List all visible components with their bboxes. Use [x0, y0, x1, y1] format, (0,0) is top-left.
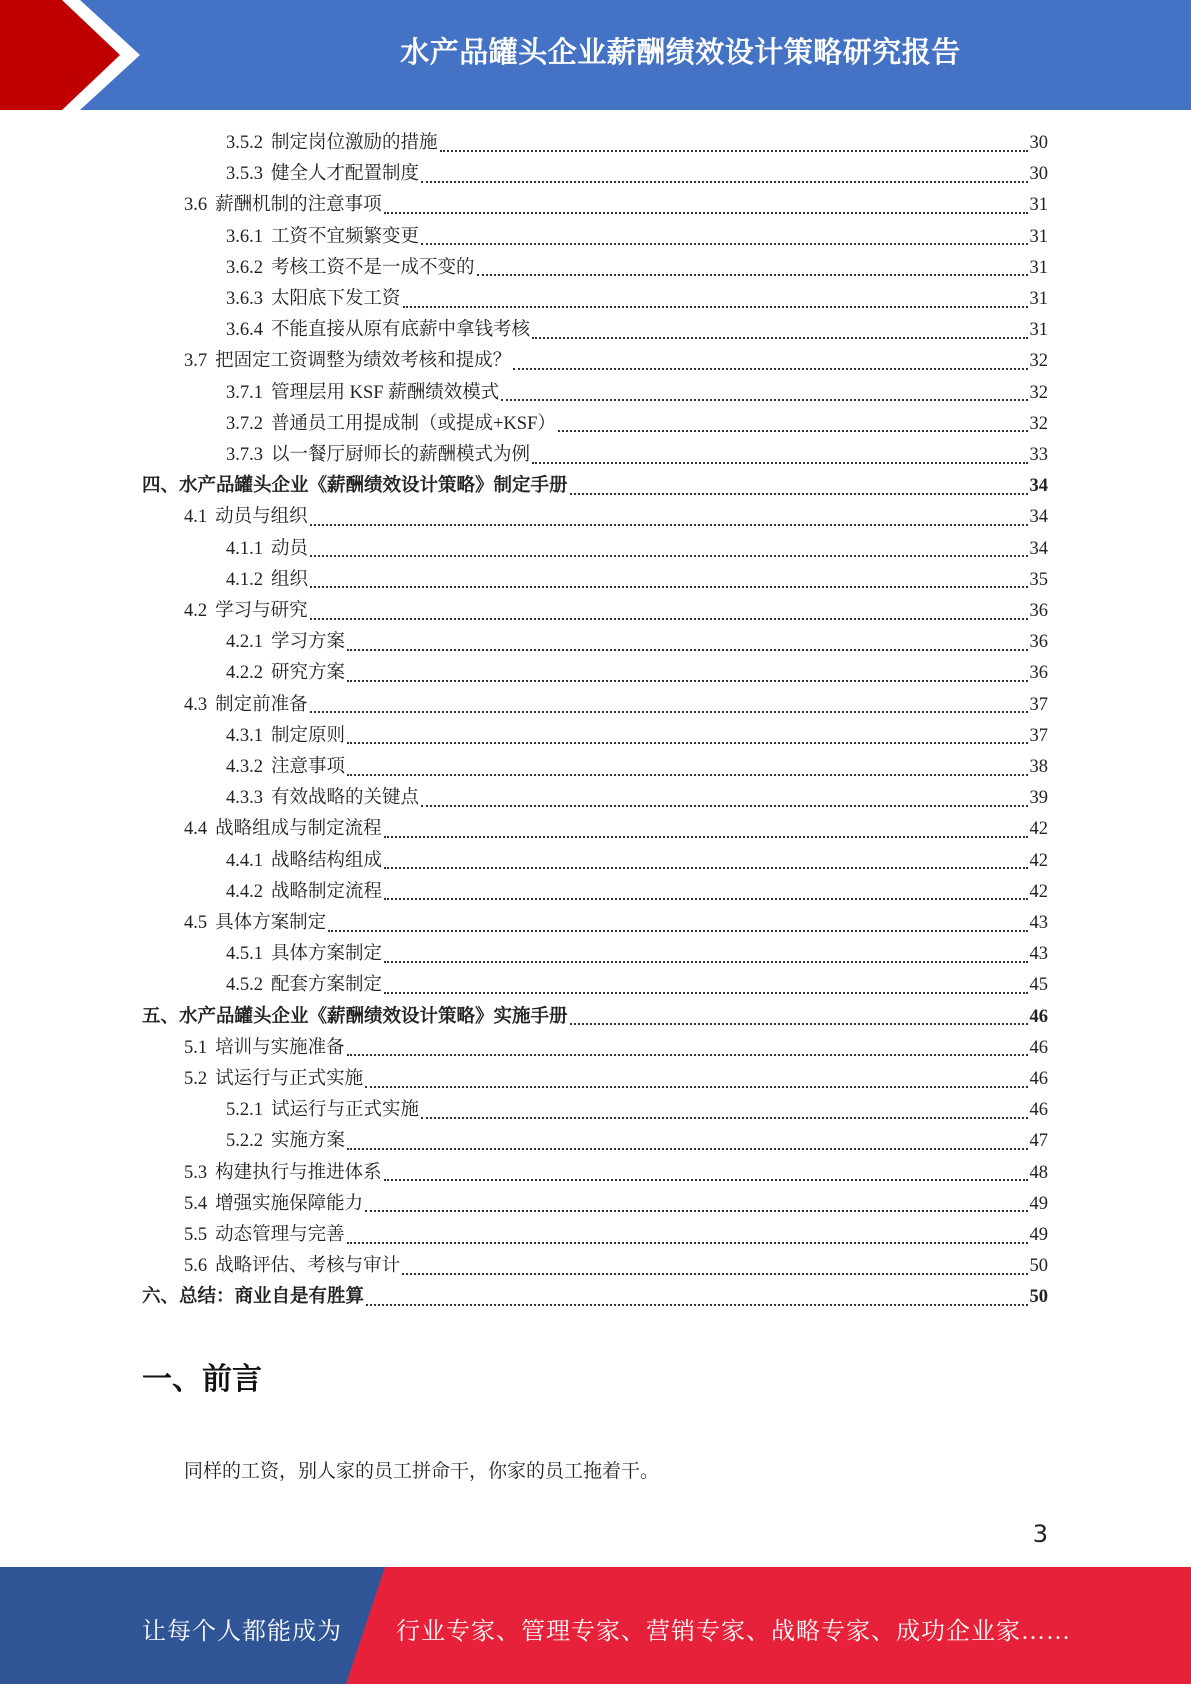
toc-entry-number: 3.5.2	[226, 133, 263, 153]
toc-entry-number: 3.6.3	[226, 289, 263, 309]
toc-entry[interactable]	[226, 440, 1048, 471]
toc-dot-leader	[570, 1023, 1028, 1025]
toc-dot-leader	[440, 150, 1028, 152]
toc-entry-number: 4.2	[184, 601, 208, 621]
toc-entry-title: 薪酬机制的注意事项	[215, 195, 382, 216]
toc-entry-number: 5.2.2	[226, 1131, 263, 1152]
toc-entry-title: 注意事项	[271, 757, 346, 777]
toc-entry[interactable]	[142, 471, 1048, 502]
toc-entry-title: 管理层用 KSF 薪酬绩效模式	[271, 382, 500, 403]
toc-entry-title: 学习与研究	[215, 601, 308, 621]
toc-entry-title: 考核工资不是一成不变的	[271, 257, 475, 278]
toc-entry-page: 49	[1029, 1225, 1048, 1245]
toc-entry-number: 4.5.1	[226, 944, 263, 965]
toc-entry-title: 制定前准备	[215, 694, 308, 715]
toc-dot-leader	[347, 1148, 1027, 1150]
toc-entry-number: 3.7	[184, 351, 208, 372]
toc-entry[interactable]	[226, 721, 1048, 752]
toc-dot-leader	[328, 930, 1027, 932]
toc-dot-leader	[365, 1210, 1027, 1212]
toc-entry-page: 31	[1029, 320, 1048, 341]
toc-entry-page: 49	[1029, 1193, 1048, 1214]
footer-slogan-left: 让每个人都能成为	[142, 1619, 342, 1645]
toc-entry-title: 战略组成与制定流程	[215, 819, 382, 840]
toc-entry-page: 32	[1029, 413, 1048, 434]
toc-entry-page: 36	[1029, 601, 1048, 621]
toc-dot-leader	[365, 1086, 1027, 1088]
toc-entry[interactable]	[184, 1158, 1048, 1189]
toc-dot-leader	[384, 867, 1027, 869]
page-footer	[0, 1567, 1191, 1684]
toc-entry-title: 动员	[271, 538, 309, 559]
toc-entry-number: 四、	[142, 476, 180, 497]
toc-dot-leader	[384, 1179, 1028, 1181]
toc-entry-page: 48	[1029, 1162, 1048, 1183]
toc-entry-page: 46	[1029, 1037, 1048, 1058]
toc-entry-number: 4.3	[184, 694, 208, 715]
toc-entry[interactable]	[226, 939, 1048, 970]
toc-entry-number: 4.3.1	[226, 725, 263, 746]
toc-dot-leader	[310, 618, 1028, 620]
toc-entry-page: 32	[1029, 382, 1048, 403]
toc-dot-leader	[421, 805, 1027, 807]
toc-entry[interactable]	[142, 1282, 1048, 1313]
toc-entry-number: 六、	[142, 1287, 180, 1308]
toc-entry[interactable]	[226, 565, 1048, 596]
toc-entry-number: 5.4	[184, 1193, 208, 1214]
toc-dot-leader	[384, 992, 1027, 994]
toc-entry-title: 具体方案制定	[215, 913, 327, 933]
toc-entry-page: 50	[1029, 1287, 1048, 1308]
toc-entry-number: 4.2.2	[226, 663, 263, 684]
toc-entry-title: 具体方案制定	[271, 944, 383, 965]
toc-entry-page: 36	[1029, 632, 1048, 653]
toc-entry[interactable]	[226, 222, 1048, 253]
toc-entry[interactable]	[226, 315, 1048, 346]
toc-entry-number: 4.1.1	[226, 538, 263, 559]
toc-entry-number: 5.1	[184, 1037, 208, 1058]
toc-entry-page: 31	[1029, 226, 1048, 247]
toc-dot-leader	[347, 680, 1027, 682]
toc-entry-title: 水产品罐头企业《薪酬绩效设计策略》制定手册	[179, 476, 568, 497]
toc-dot-leader	[366, 1304, 1027, 1306]
toc-entry[interactable]	[226, 1126, 1048, 1157]
toc-entry-title: 培训与实施准备	[215, 1037, 345, 1058]
toc-entry[interactable]	[226, 970, 1048, 1001]
toc-entry-page: 46	[1029, 1100, 1048, 1121]
toc-entry-number: 5.5	[184, 1225, 208, 1245]
toc-dot-leader	[403, 306, 1028, 308]
toc-dot-leader	[310, 711, 1028, 713]
toc-entry-title: 普通员工用提成制（或提成+KSF）	[271, 413, 556, 434]
toc-entry-number: 3.6.2	[226, 257, 263, 278]
toc-entry[interactable]	[226, 159, 1048, 190]
toc-dot-leader	[347, 742, 1027, 744]
page-header	[0, 0, 1191, 110]
toc-entry[interactable]	[226, 534, 1048, 565]
toc-entry-title: 有效战略的关键点	[271, 788, 420, 809]
toc-entry-page: 38	[1029, 757, 1048, 777]
toc-dot-leader	[347, 649, 1027, 651]
toc-entry-title: 试运行与正式实施	[271, 1100, 420, 1121]
toc-entry[interactable]	[184, 1251, 1048, 1282]
toc-entry-page: 34	[1029, 507, 1048, 528]
toc-entry-title: 以一餐厅厨师长的薪酬模式为例	[271, 445, 531, 465]
toc-entry-number: 3.6.1	[226, 226, 263, 247]
toc-entry-page: 43	[1029, 944, 1048, 965]
toc-entry-page: 46	[1029, 1006, 1048, 1027]
toc-entry[interactable]	[226, 253, 1048, 284]
toc-entry-page: 37	[1029, 725, 1048, 746]
toc-entry-page: 37	[1029, 694, 1048, 715]
toc-entry-title: 战略结构组成	[271, 850, 383, 871]
toc-entry-page: 30	[1029, 133, 1048, 153]
toc-entry-title: 总结：商业自是有胜算	[179, 1287, 365, 1308]
toc-entry-number: 3.6.4	[226, 320, 263, 341]
toc-entry-title: 把固定工资调整为绩效考核和提成？	[215, 351, 512, 372]
toc-dot-leader	[513, 368, 1027, 370]
header-title: 水产品罐头企业薪酬绩效设计策略研究报告	[400, 35, 961, 69]
toc-entry-number: 4.2.1	[226, 632, 263, 653]
toc-entry[interactable]	[142, 1002, 1048, 1033]
toc-entry-title: 健全人才配置制度	[271, 164, 420, 185]
toc-entry-number: 5.6	[184, 1256, 208, 1277]
toc-entry-title: 不能直接从原有底薪中拿钱考核	[271, 320, 531, 341]
toc-dot-leader	[421, 243, 1027, 245]
toc-dot-leader	[402, 1273, 1027, 1275]
page-number: 3	[1032, 1520, 1048, 1548]
toc-entry-number: 3.7.3	[226, 445, 263, 465]
toc-dot-leader	[347, 774, 1027, 776]
toc-entry-title: 试运行与正式实施	[215, 1069, 364, 1089]
toc-entry-title: 构建执行与推进体系	[215, 1162, 382, 1183]
toc-entry[interactable]	[226, 846, 1048, 877]
toc-entry-number: 5.3	[184, 1162, 208, 1183]
toc-entry-number: 4.3.2	[226, 757, 263, 777]
footer-slogan-right: 行业专家、管理专家、营销专家、战略专家、成功企业家……	[396, 1619, 1071, 1645]
toc-entry-number: 4.4	[184, 819, 208, 840]
section-heading: 一、前言	[142, 1362, 262, 1397]
toc-dot-leader	[421, 181, 1027, 183]
toc-entry-title: 制定岗位激励的措施	[271, 133, 438, 153]
toc-dot-leader	[532, 462, 1027, 464]
toc-entry-page: 42	[1029, 850, 1048, 871]
toc-entry[interactable]	[226, 752, 1048, 783]
toc-entry-number: 5.2.1	[226, 1100, 263, 1121]
toc-entry-page: 43	[1029, 913, 1048, 933]
toc-entry-number: 4.4.2	[226, 881, 263, 902]
toc-entry-title: 学习方案	[271, 632, 346, 653]
toc-entry-number: 4.5	[184, 913, 208, 933]
toc-entry-title: 战略制定流程	[271, 881, 383, 902]
toc-entry-number: 4.5.2	[226, 975, 263, 996]
toc-dot-leader	[310, 555, 1027, 557]
toc-entry-page: 31	[1029, 257, 1048, 278]
toc-entry[interactable]	[184, 908, 1048, 939]
toc-entry-title: 水产品罐头企业《薪酬绩效设计策略》实施手册	[179, 1006, 568, 1027]
toc-entry-title: 组织	[271, 569, 309, 590]
toc-entry[interactable]	[226, 128, 1048, 159]
toc-entry-page: 31	[1029, 195, 1048, 216]
toc-entry-number: 5.2	[184, 1069, 208, 1089]
toc-entry-title: 配套方案制定	[271, 975, 383, 996]
toc-entry[interactable]	[226, 409, 1048, 440]
toc-entry-page: 45	[1029, 975, 1048, 996]
toc-entry[interactable]	[184, 1033, 1048, 1064]
toc-entry-number: 3.6	[184, 195, 208, 216]
toc-entry-title: 工资不宜频繁变更	[271, 226, 420, 247]
toc-entry[interactable]	[226, 1095, 1048, 1126]
toc-entry-number: 3.5.3	[226, 164, 263, 185]
toc-entry[interactable]	[184, 1189, 1048, 1220]
toc-dot-leader	[347, 1242, 1028, 1244]
toc-entry-page: 36	[1029, 663, 1048, 684]
toc-dot-leader	[384, 212, 1028, 214]
toc-entry[interactable]	[184, 190, 1048, 221]
toc-entry-page: 50	[1029, 1256, 1048, 1277]
toc-entry-page: 47	[1029, 1131, 1048, 1152]
toc-entry-title: 太阳底下发工资	[271, 289, 401, 309]
toc-entry[interactable]	[226, 378, 1048, 409]
toc-entry[interactable]	[226, 627, 1048, 658]
toc-entry-page: 42	[1029, 881, 1048, 902]
toc-dot-leader	[570, 493, 1028, 495]
body-paragraph: 同样的工资，别人家的员工拼命干，你家的员工拖着干。	[184, 1461, 660, 1482]
toc-entry-number: 4.1.2	[226, 569, 263, 590]
toc-entry-number: 五、	[142, 1006, 180, 1027]
toc-dot-leader	[310, 524, 1028, 526]
toc-entry-number: 4.4.1	[226, 850, 263, 871]
toc-dot-leader	[532, 337, 1027, 339]
toc-entry[interactable]	[226, 658, 1048, 689]
toc-entry[interactable]	[184, 690, 1048, 721]
toc-entry[interactable]	[184, 502, 1048, 533]
toc-entry-page: 32	[1029, 351, 1048, 372]
toc-entry[interactable]	[184, 1064, 1048, 1095]
toc-entry-page: 39	[1029, 788, 1048, 809]
toc-entry-page: 33	[1029, 445, 1048, 465]
toc-entry[interactable]	[184, 1220, 1048, 1251]
toc-dot-leader	[347, 1054, 1028, 1056]
toc-entry-page: 30	[1029, 164, 1048, 185]
toc-entry[interactable]	[184, 814, 1048, 845]
toc-entry-page: 35	[1029, 569, 1048, 590]
toc-entry[interactable]	[226, 877, 1048, 908]
toc-entry-page: 34	[1029, 538, 1048, 559]
toc-entry[interactable]	[184, 596, 1048, 627]
toc-entry-number: 4.1	[184, 507, 208, 528]
toc-entry-title: 实施方案	[271, 1131, 346, 1152]
toc-entry-title: 制定原则	[271, 725, 346, 746]
toc-entry-number: 3.7.1	[226, 382, 263, 403]
toc-entry-page: 46	[1029, 1069, 1048, 1089]
toc-dot-leader	[501, 399, 1027, 401]
toc-entry-number: 3.7.2	[226, 413, 263, 434]
toc-dot-leader	[558, 430, 1028, 432]
toc-dot-leader	[384, 898, 1027, 900]
toc-entry-page: 34	[1029, 476, 1048, 497]
toc-dot-leader	[384, 961, 1027, 963]
toc-entry-title: 战略评估、考核与审计	[215, 1256, 401, 1277]
toc-entry-title: 动员与组织	[215, 507, 308, 528]
toc-entry-title: 研究方案	[271, 663, 346, 684]
toc-entry[interactable]	[226, 783, 1048, 814]
toc-entry[interactable]	[184, 346, 1048, 377]
toc-entry-page: 42	[1029, 819, 1048, 840]
toc-entry-title: 动态管理与完善	[215, 1225, 345, 1245]
toc-entry-title: 增强实施保障能力	[215, 1193, 364, 1214]
toc-dot-leader	[310, 586, 1027, 588]
toc-entry-number: 4.3.3	[226, 788, 263, 809]
toc-dot-leader	[384, 836, 1028, 838]
toc-entry-page: 31	[1029, 289, 1048, 309]
toc-dot-leader	[477, 274, 1028, 276]
toc-dot-leader	[421, 1117, 1027, 1119]
toc-entry[interactable]	[226, 284, 1048, 315]
